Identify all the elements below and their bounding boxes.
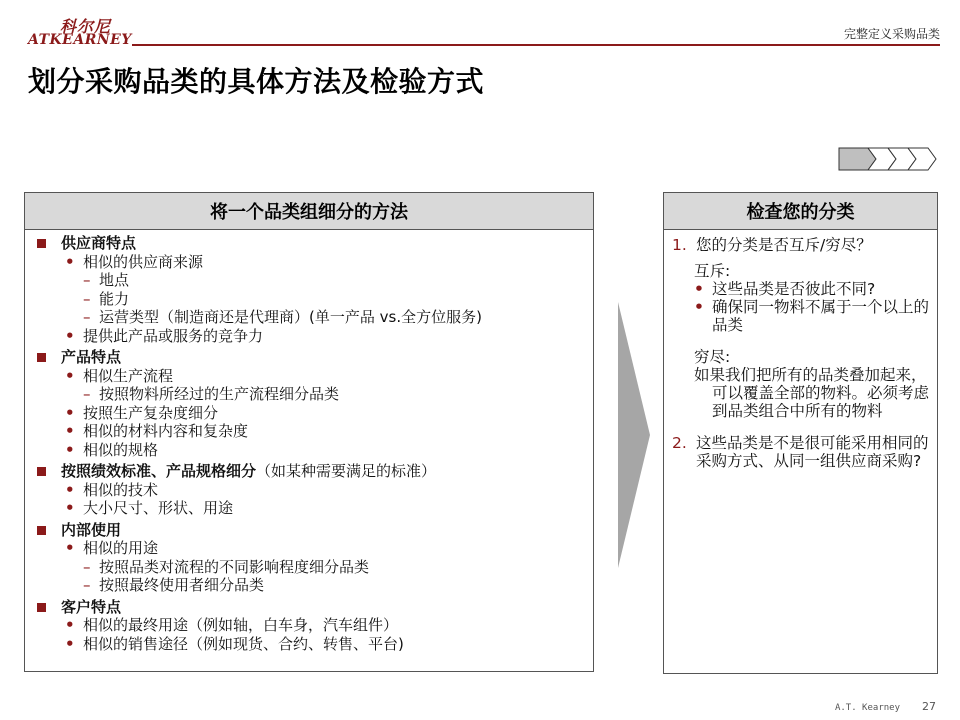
question-number: 2. (672, 434, 687, 452)
list-item (25, 481, 593, 500)
bullet-icon: • (65, 366, 75, 385)
dash-icon: – (83, 289, 91, 308)
list-item (25, 253, 593, 272)
check-panel (663, 192, 938, 674)
bullet-icon: • (65, 499, 75, 517)
bullet-icon: • (65, 440, 75, 459)
exhaustive-text: 如果我们把所有的品类叠加起来，可以覆盖全部的物料。必须考虑到品类组合中所有的物料 (694, 366, 930, 420)
item-text: 相似的销售途径（例如现货、合约、转售、平台) (83, 634, 404, 653)
dash-icon: – (83, 385, 91, 403)
item-text: 提供此产品或服务的竞争力 (83, 326, 264, 345)
item-text: 相似的规格 (83, 440, 159, 459)
check-heading: 检查您的分类 (664, 193, 937, 230)
question-2 (664, 434, 937, 470)
list-item (25, 367, 593, 386)
item-text: 相似的用途 (83, 539, 159, 557)
bullet-icon: • (65, 403, 75, 422)
list-item (664, 298, 937, 334)
bullet-icon: • (694, 280, 704, 298)
square-bullet-icon (37, 467, 46, 476)
item-text: 相似生产流程 (83, 366, 174, 385)
sub-item (25, 385, 593, 404)
bullet-icon: • (65, 326, 75, 345)
sub-item-text: 按照物料所经过的生产流程细分品类 (99, 385, 340, 403)
exhaustive-label: 穷尽: (694, 348, 731, 366)
group-performance (25, 462, 593, 481)
logo-chinese: 科尔尼 (60, 17, 112, 36)
sub-item (25, 308, 593, 327)
section-label: 完整定义采购品类 (843, 27, 940, 41)
item-text: 大小尺寸、形状、用途 (83, 499, 234, 517)
question-text: 您的分类是否互斥/穷尽？ (696, 236, 872, 254)
item-text: 相似的供应商来源 (83, 252, 204, 271)
page-number: 27 (922, 700, 936, 713)
list-item (25, 327, 593, 346)
sub-item-text: 按照最终使用者细分品类 (99, 576, 265, 594)
square-bullet-icon (37, 353, 46, 362)
group-supplier (25, 234, 593, 253)
list-item (25, 616, 593, 635)
item-text: 相似的技术 (83, 480, 159, 499)
dash-icon: – (83, 308, 91, 326)
logo-english: ATKEARNEY (28, 32, 132, 48)
list-item (25, 635, 593, 654)
square-bullet-icon (37, 526, 46, 535)
methods-panel (24, 192, 594, 672)
question-number: 1. (672, 236, 687, 254)
bullet-icon: • (65, 539, 75, 557)
dash-icon: – (83, 576, 91, 594)
list-item (25, 539, 593, 558)
square-bullet-icon (37, 603, 46, 612)
group-product (25, 348, 593, 367)
group-label: 客户特点 (61, 597, 122, 616)
bullet-icon: • (65, 480, 75, 499)
group-label: 产品特点 (61, 348, 122, 366)
item-text: 按照生产复杂度细分 (83, 403, 219, 422)
sub-item (25, 290, 593, 309)
bullet-icon: • (65, 634, 75, 653)
sub-item (25, 576, 593, 595)
square-bullet-icon (37, 239, 46, 248)
bullet-icon: • (65, 616, 75, 634)
list-item (25, 404, 593, 423)
check-list (664, 230, 937, 470)
bullet-icon: • (65, 422, 75, 440)
sub-item-text: 能力 (99, 289, 130, 308)
page-title: 划分采购品类的具体方法及检验方式 (28, 65, 485, 98)
group-internal-use (25, 521, 593, 540)
footer-company: A.T. Kearney (834, 703, 900, 713)
list-item (25, 499, 593, 518)
sub-item-text: 运营类型（制造商还是代理商）(单一产品 vs.全方位服务) (99, 308, 482, 326)
list-item (664, 280, 937, 298)
group-label: 按照绩效标准、产品规格细分 (61, 462, 257, 480)
dash-icon: – (83, 557, 91, 576)
item-text: 相似的最终用途（例如轴，白车身，汽车组件） (83, 616, 399, 634)
group-label: 供应商特点 (61, 234, 137, 252)
group-customer (25, 598, 593, 617)
item-text: 确保同一物料不属于一个以上的品类 (712, 298, 930, 334)
item-text: 相似的材料内容和复杂度 (83, 422, 249, 440)
bullet-icon: • (65, 252, 75, 271)
progress-chevrons (838, 147, 938, 171)
group-note: （如某种需要满足的标准） (256, 462, 437, 480)
list-item (25, 441, 593, 460)
exclusive-label: 互斥: (694, 262, 731, 280)
sub-item-text: 地点 (99, 271, 130, 289)
header-divider (132, 44, 940, 46)
list-item (25, 422, 593, 441)
sub-item (25, 271, 593, 290)
bullet-icon: • (694, 298, 704, 316)
question-text: 这些品类是不是很可能采用相同的采购方式、从同一组供应商采购? (696, 434, 929, 470)
flow-arrow-icon (614, 300, 654, 570)
sub-item (25, 558, 593, 577)
methods-list (25, 230, 593, 653)
sub-item-text: 按照品类对流程的不同影响程度细分品类 (99, 557, 370, 576)
item-text: 这些品类是否彼此不同? (712, 280, 876, 298)
group-label: 内部使用 (61, 520, 122, 539)
question-1 (664, 236, 937, 254)
methods-heading: 将一个品类组细分的方法 (25, 193, 593, 230)
dash-icon: – (83, 271, 91, 289)
